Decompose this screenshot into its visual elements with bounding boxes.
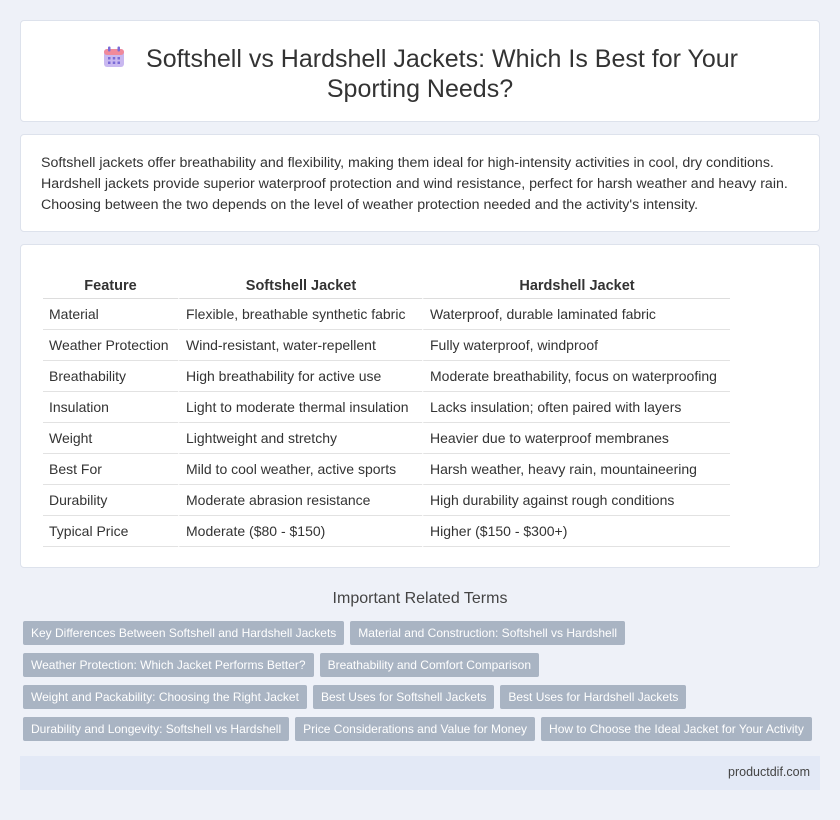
related-terms-row [23, 653, 823, 685]
cell-softshell: High breathability for active use [178, 361, 422, 392]
cell-feature: Durability [43, 485, 178, 516]
cell-feature: Material [43, 299, 178, 330]
related-terms-row [23, 717, 823, 749]
cell-softshell: Wind-resistant, water-repellent [178, 330, 422, 361]
table-row [43, 361, 730, 392]
table-row [43, 485, 730, 516]
header-softshell: Softshell Jacket [178, 273, 422, 299]
related-term-tag[interactable]: Price Considerations and Value for Money [295, 717, 535, 741]
related-term-tag[interactable]: Material and Construction: Softshell vs Hardshell [350, 621, 625, 645]
page-title-wrap [61, 44, 779, 104]
table-header-row [43, 273, 730, 299]
table-row [43, 299, 730, 330]
cell-feature: Typical Price [43, 516, 178, 547]
cell-feature: Weight [43, 423, 178, 454]
cell-hardshell: Waterproof, durable laminated fabric [422, 299, 730, 330]
cell-hardshell: Moderate breathability, focus on waterproofing [422, 361, 730, 392]
cell-hardshell: Fully waterproof, windproof [422, 330, 730, 361]
related-term-tag[interactable]: Weight and Packability: Choosing the Right Jacket [23, 685, 307, 709]
calendar-icon [102, 45, 126, 69]
cell-feature: Best For [43, 454, 178, 485]
related-terms-heading: Important Related Terms [332, 590, 508, 607]
related-term-tag[interactable]: Key Differences Between Softshell and Hardshell Jackets [23, 621, 344, 645]
related-terms-list [23, 621, 823, 749]
cell-hardshell: Harsh weather, heavy rain, mountaineering [422, 454, 730, 485]
related-terms-row [23, 621, 823, 653]
page-title: Softshell vs Hardshell Jackets: Which Is Best for Your Sporting Needs? [146, 45, 738, 103]
related-term-tag[interactable]: Weather Protection: Which Jacket Performs Better? [23, 653, 314, 677]
table-row [43, 392, 730, 423]
table-row [43, 454, 730, 485]
cell-hardshell: Higher ($150 - $300+) [422, 516, 730, 547]
cell-softshell: Moderate ($80 - $150) [178, 516, 422, 547]
intro-paragraph: Softshell jackets offer breathability and flexibility, making them ideal for high-intensity activities in cool, dry conditions. Hardshell jackets provide superior waterproof protection and wind resistance, perfect for harsh weather and heavy rain. Choosing between the two depends on the level of weather protection needed and the activity's intensity. [41, 155, 788, 213]
cell-feature: Insulation [43, 392, 178, 423]
cell-softshell: Moderate abrasion resistance [178, 485, 422, 516]
cell-softshell: Flexible, breathable synthetic fabric [178, 299, 422, 330]
related-term-tag[interactable]: Breathability and Comfort Comparison [320, 653, 539, 677]
intro-card [20, 134, 820, 232]
cell-hardshell: High durability against rough conditions [422, 485, 730, 516]
table-row [43, 423, 730, 454]
comparison-table-card [20, 244, 820, 568]
related-term-tag[interactable]: How to Choose the Ideal Jacket for Your Activity [541, 717, 812, 741]
cell-feature: Breathability [43, 361, 178, 392]
footer-site-link[interactable]: productdif.com [728, 765, 810, 779]
footer [20, 756, 820, 790]
comparison-table [43, 273, 730, 547]
related-term-tag[interactable]: Best Uses for Softshell Jackets [313, 685, 494, 709]
related-terms-row [23, 685, 823, 717]
cell-softshell: Mild to cool weather, active sports [178, 454, 422, 485]
header-feature: Feature [43, 273, 178, 299]
table-row [43, 516, 730, 547]
cell-softshell: Light to moderate thermal insulation [178, 392, 422, 423]
cell-hardshell: Heavier due to waterproof membranes [422, 423, 730, 454]
header-hardshell: Hardshell Jacket [422, 273, 730, 299]
related-term-tag[interactable]: Best Uses for Hardshell Jackets [500, 685, 686, 709]
cell-hardshell: Lacks insulation; often paired with layers [422, 392, 730, 423]
cell-feature: Weather Protection [43, 330, 178, 361]
cell-softshell: Lightweight and stretchy [178, 423, 422, 454]
table-row [43, 330, 730, 361]
title-card [20, 20, 820, 122]
related-term-tag[interactable]: Durability and Longevity: Softshell vs Hardshell [23, 717, 289, 741]
table-body [43, 299, 730, 547]
